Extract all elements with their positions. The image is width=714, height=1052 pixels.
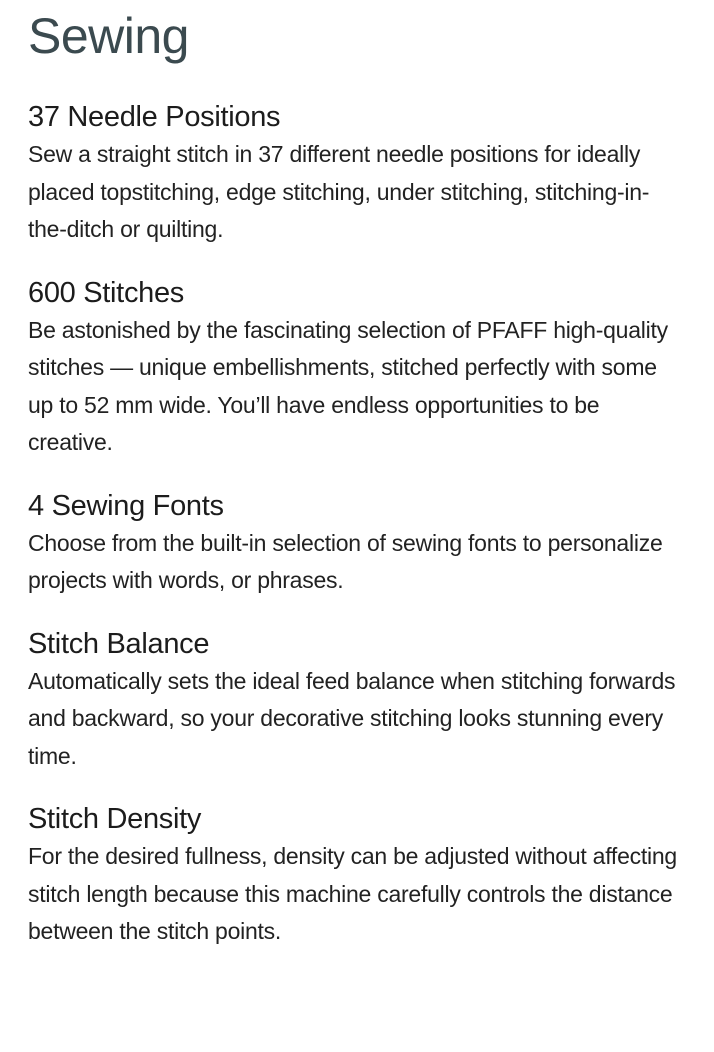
feature-stitch-balance	[28, 625, 686, 776]
feature-title: Stitch Density	[28, 803, 202, 835]
feature-title: Stitch Balance	[28, 627, 210, 660]
feature-description: For the desired fullness, density can be adjusted without affecting stitch length because this machine carefully controls the distance between the stitch points.	[28, 843, 677, 944]
feature-title: 37 Needle Positions	[28, 101, 281, 133]
feature-title: 4 Sewing Fonts	[28, 489, 224, 522]
feature-description: Choose from the built-in selection of sewing fonts to personalize projects with words, or phrases.	[28, 529, 663, 593]
feature-title: 600 Stitches	[28, 276, 184, 309]
feature-needle-positions	[28, 98, 686, 249]
feature-description: Automatically sets the ideal feed balance when stitching forwards and backward, so your decorative stitching looks stunning every time.	[28, 667, 676, 769]
feature-description: Be astonished by the fascinating selection of PFAFF high-quality stitches — unique embellishments, stitched perfectly with some up to 52 mm wide. You’ll have endless opportunities to be creative.	[28, 316, 668, 455]
feature-sewing-fonts	[28, 487, 686, 600]
feature-stitch-density	[28, 800, 686, 951]
page-title: Sewing	[28, 8, 189, 64]
feature-description: Sew a straight stitch in 37 different needle positions for ideally placed topstitching, edge stitching, under stitching, stitching-in-the-ditch or quilting.	[28, 141, 650, 242]
feature-stitches	[28, 274, 686, 462]
